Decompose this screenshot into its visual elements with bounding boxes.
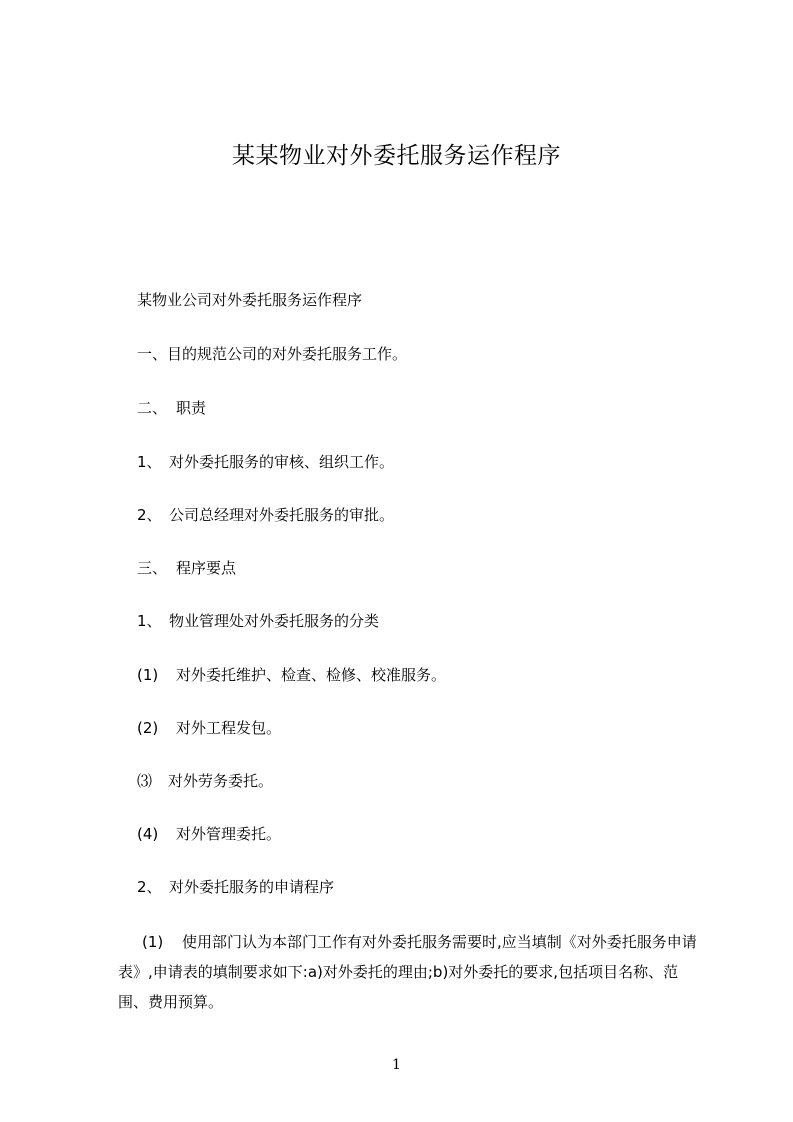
category-item-1 [137, 665, 446, 685]
section-2-number: 二、 [137, 399, 168, 417]
category-item-3 [137, 771, 273, 791]
section-3-heading [137, 558, 236, 578]
subsection-1 [137, 611, 379, 631]
category-item-4-number: (4) [137, 825, 159, 843]
section-3-text: 程序要点 [176, 559, 237, 577]
application-paragraph [118, 927, 708, 1017]
duty-item-1-number: 1、 [137, 453, 162, 471]
purpose-line [137, 344, 407, 364]
category-item-3-text: 对外劳务委托。 [168, 772, 274, 790]
duty-item-2-number: 2、 [137, 506, 162, 524]
section-2-heading [137, 398, 206, 418]
duty-item-1-text: 对外委托服务的审核、组织工作。 [169, 453, 395, 471]
application-number: (1) [142, 933, 164, 951]
category-item-4 [137, 824, 281, 844]
purpose-text: 一、目的规范公司的对外委托服务工作。 [137, 345, 408, 363]
subsection-2-text: 对外委托服务的申请程序 [169, 878, 335, 896]
category-item-2-text: 对外工程发包。 [176, 719, 282, 737]
application-text: 使用部门认为本部门工作有对外委托服务需要时,应当填制《对外委托服务申请表》,申请表的填制要求如下:a)对外委托的理由;b)对外委托的要求,包括项目名称、范围、费用预算。 [118, 933, 697, 1011]
duty-item-2 [137, 505, 394, 525]
duty-item-1 [137, 452, 394, 472]
intro-line [137, 290, 362, 310]
page-number: 1 [392, 1057, 401, 1073]
category-item-1-text: 对外委托维护、检查、检修、校准服务。 [176, 666, 447, 684]
category-item-1-number: (1) [137, 666, 159, 684]
subsection-1-number: 1、 [137, 612, 162, 630]
section-2-text: 职责 [176, 399, 207, 417]
category-item-3-number: ⑶ [137, 772, 153, 790]
subsection-2-number: 2、 [137, 878, 162, 896]
category-item-2 [137, 718, 281, 738]
subsection-1-text: 物业管理处对外委托服务的分类 [169, 612, 380, 630]
page-title: 某某物业对外委托服务运作程序 [232, 143, 561, 169]
category-item-2-number: (2) [137, 719, 159, 737]
subsection-2 [137, 877, 334, 897]
duty-item-2-text: 公司总经理对外委托服务的审批。 [169, 506, 395, 524]
section-3-number: 三、 [137, 559, 168, 577]
intro-text: 某物业公司对外委托服务运作程序 [137, 291, 363, 309]
category-item-4-text: 对外管理委托。 [176, 825, 282, 843]
